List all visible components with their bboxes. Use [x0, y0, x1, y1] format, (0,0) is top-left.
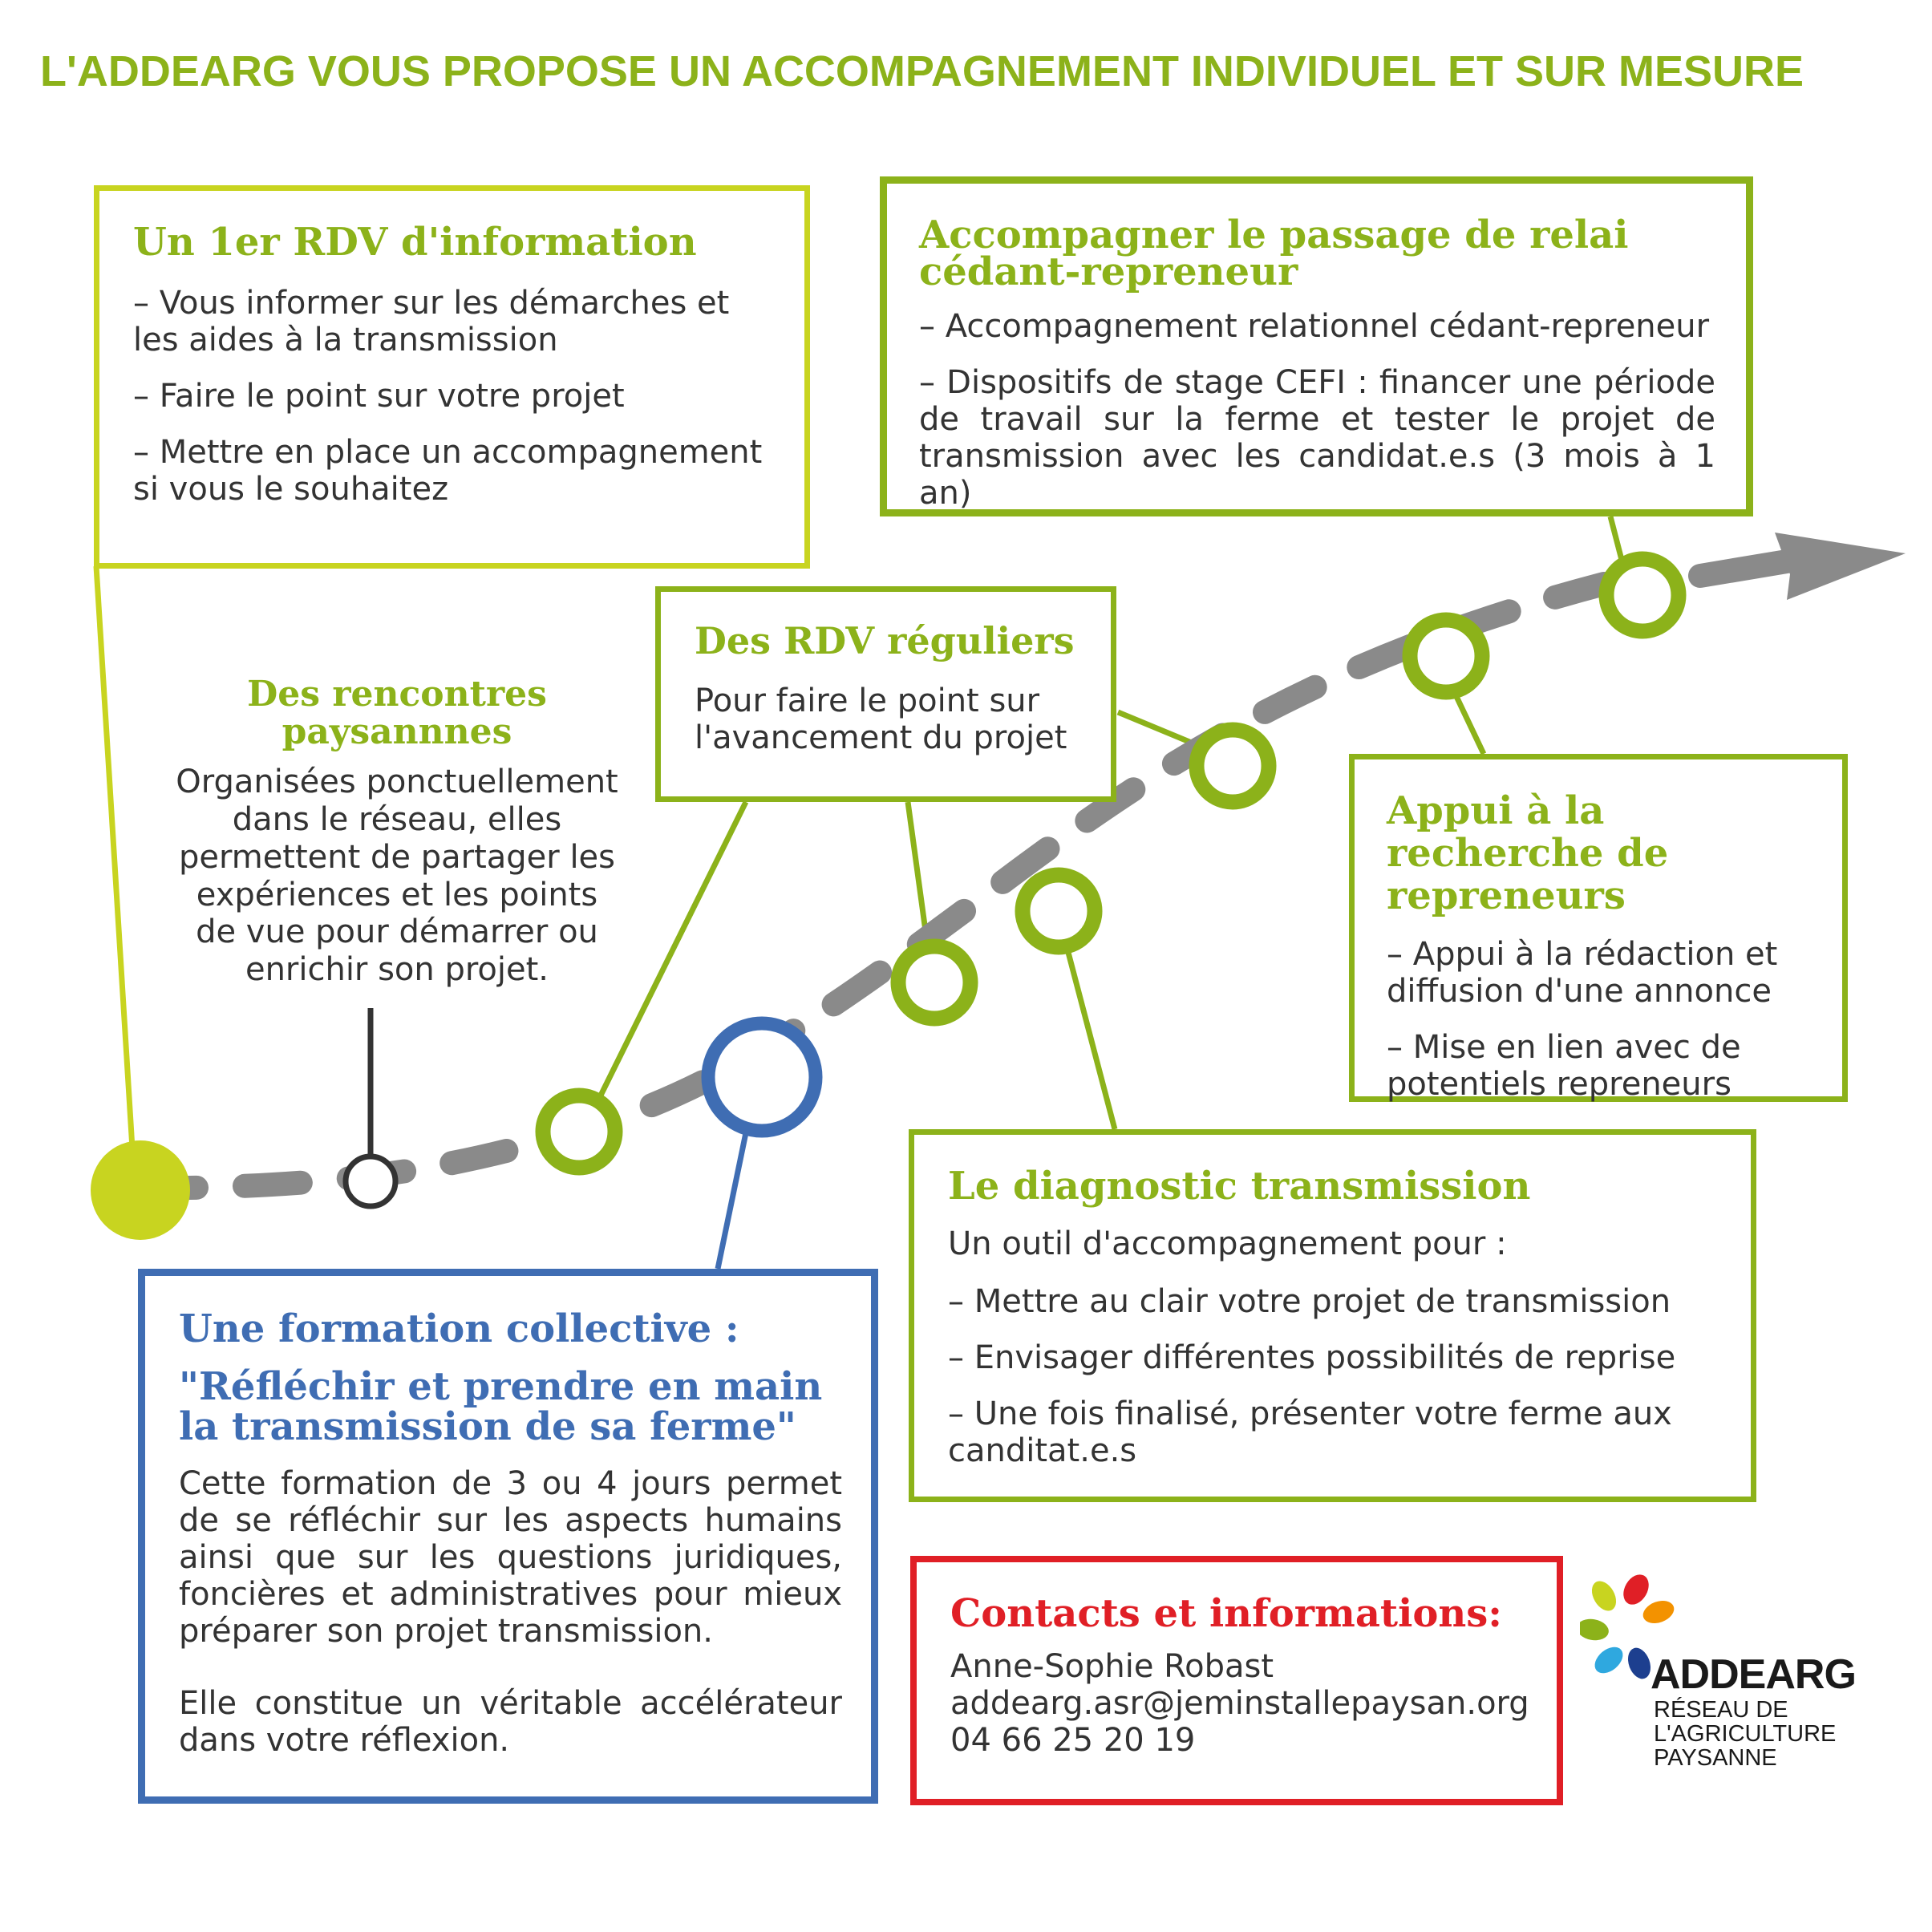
passage-relai-item: – Accompagnement relationnel cédant-repreneur: [919, 308, 1710, 346]
recherche-box: [1349, 754, 1848, 1102]
formation-heading: Une formation collective :: [179, 1306, 739, 1351]
connector-diagnostic: [1067, 946, 1115, 1129]
passage-relai-item: – Dispositifs de stage CEFI : financer une période de travail sur la ferme et tester le projet de transmission avec les candidat.e.s (3 mois à 1 an): [919, 364, 1715, 512]
diagnostic-heading: Le diagnostic transmission: [948, 1164, 1531, 1209]
contact-email[interactable]: addearg.asr@jeminstallepaysan.org: [950, 1684, 1529, 1722]
addearg-logo: [1580, 1574, 1869, 1771]
rdv-info-item: – Mettre en place un accompagnement si vous le souhaitez: [133, 433, 763, 508]
contacts-heading: Contacts et informations:: [950, 1591, 1502, 1636]
connector-rdv-info: [96, 566, 132, 1148]
diagnostic-item: – Mettre au clair votre projet de transmission: [948, 1282, 1671, 1320]
logo-line: PAYSANNE: [1654, 1745, 1777, 1771]
diagnostic-item: – Envisager différentes possibilités de reprise: [948, 1339, 1676, 1376]
recherche-heading: Appui à la recherche de repreneurs: [1387, 788, 1669, 918]
node-diagnostic: [1023, 875, 1095, 947]
formation-box: [138, 1269, 878, 1804]
logo-name: ADDEARG: [1651, 1651, 1856, 1698]
node-rencontres: [346, 1156, 395, 1206]
passage-relai-heading: Accompagner le passage de relai cédant-repreneur: [919, 213, 1629, 294]
recherche-item: – Mise en lien avec de potentiels repreneurs: [1387, 1029, 1741, 1104]
rdv-reguliers-heading: Des RDV réguliers: [695, 619, 1075, 662]
rdv-reguliers-box: [655, 586, 1116, 802]
contact-name: Anne-Sophie Robast: [950, 1647, 1274, 1685]
recherche-item: – Appui à la rédaction et diffusion d'une annonce: [1387, 936, 1778, 1011]
logo-line: RÉSEAU DE: [1654, 1697, 1788, 1723]
node-passage: [1606, 559, 1679, 631]
connector-passage: [1610, 516, 1622, 560]
contacts-box: [910, 1556, 1563, 1805]
rencontres-heading: Des rencontres paysannnes: [247, 674, 547, 753]
node-rdv-2: [898, 946, 970, 1019]
formation-text: Cette formation de 3 ou 4 jours permet de se réfléchir sur les aspects humains ainsi que sur les questions juridiques, foncières et administratives pour mieux préparer son projet transmission.: [179, 1464, 842, 1650]
node-recherche: [1410, 620, 1482, 692]
formation-subheading: "Réfléchir et prendre en main la transmission de sa ferme": [179, 1363, 823, 1450]
node-rdv-3: [1197, 730, 1269, 802]
rdv-info-heading: Un 1er RDV d'information: [133, 220, 697, 265]
connector-formation: [718, 1121, 748, 1269]
arrow-head-icon: [1775, 533, 1906, 600]
connector-recherche: [1453, 690, 1484, 754]
formation-text: Elle constitue un véritable accélérateur dans votre réflexion.: [179, 1684, 842, 1759]
passage-relai-box: [880, 176, 1753, 516]
rdv-info-box: [94, 185, 810, 569]
rdv-info-item: – Vous informer sur les démarches et les aides à la transmission: [133, 284, 730, 358]
node-start: [91, 1140, 190, 1240]
arrow-shaft: [1700, 560, 1796, 576]
logo-line: L'AGRICULTURE: [1654, 1721, 1837, 1747]
page-title: L'ADDEARG VOUS PROPOSE UN ACCOMPAGNEMENT INDIVIDUEL ET SUR MESURE: [40, 47, 1804, 95]
rencontres-block: [172, 675, 622, 989]
rencontres-text: Organisées ponctuellement dans le réseau, elles permettent de partager les expériences et les points de vue pour démarrer ou enrichir son projet.: [176, 763, 618, 989]
rdv-reguliers-text: Pour faire le point sur l'avancement du projet: [695, 682, 1067, 756]
diagnostic-item: – Une fois finalisé, présenter votre ferme aux canditat.e.s: [948, 1395, 1672, 1469]
contact-phone: 04 66 25 20 19: [950, 1721, 1196, 1759]
diagnostic-box: [909, 1129, 1756, 1502]
rdv-info-item: – Faire le point sur votre projet: [133, 377, 625, 415]
node-rdv-1: [543, 1096, 615, 1168]
diagnostic-intro: Un outil d'accompagnement pour :: [948, 1225, 1507, 1262]
node-formation: [708, 1023, 816, 1131]
